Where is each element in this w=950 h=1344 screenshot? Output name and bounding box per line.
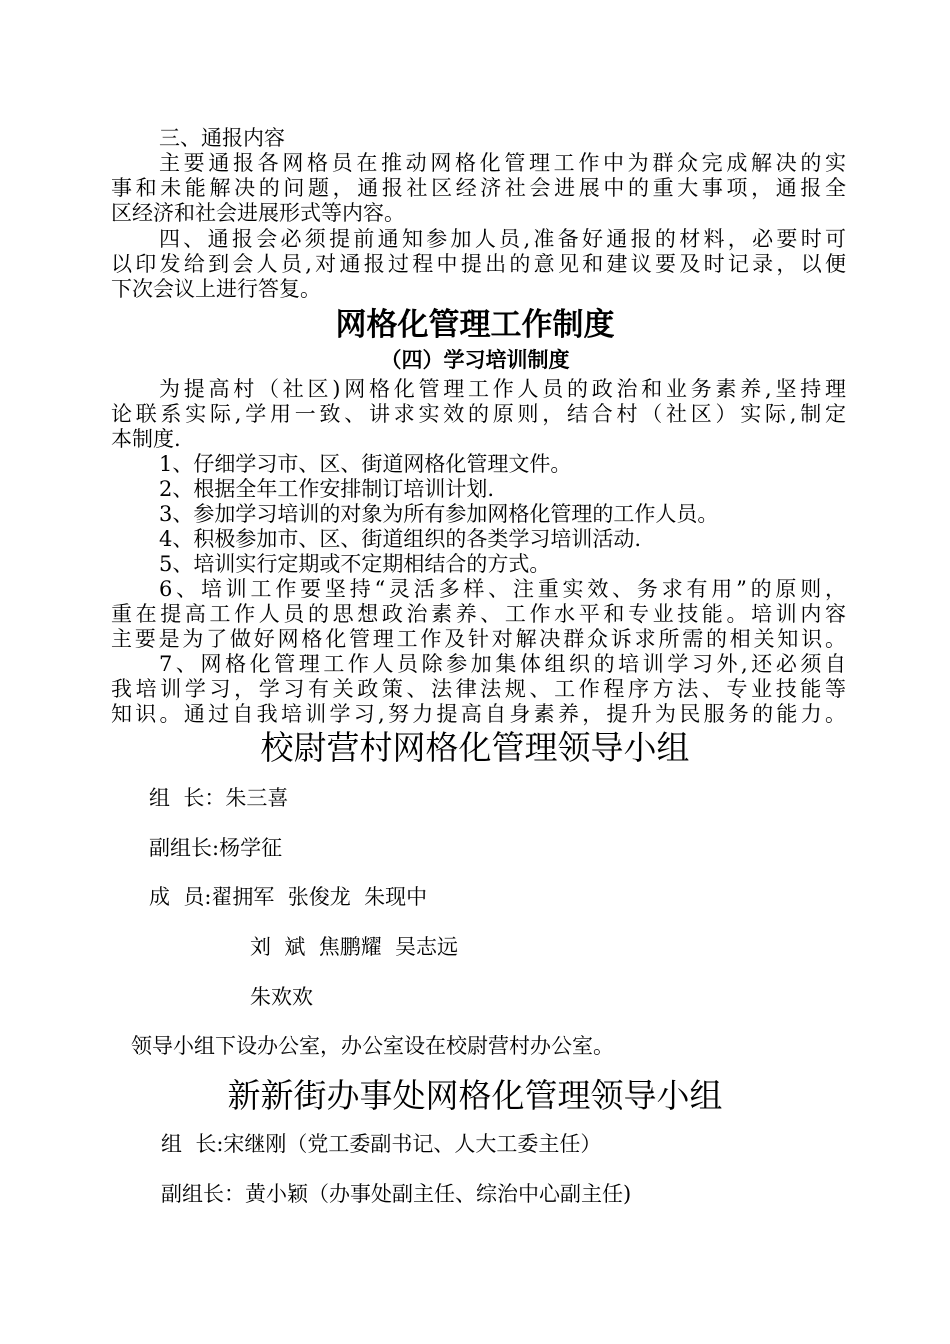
group-1-members-line-3: 朱欢欢: [250, 985, 313, 1009]
item-7-line-2: 我培训学习，学习有关政策、法律法规、工作程序方法、专业技能等: [111, 677, 846, 701]
section-four-line-3: 下次会议上进行答复。: [111, 277, 321, 301]
item-7-line-1: 7、网格化管理工作人员除参加集体组织的培训学习外,还必须自: [159, 652, 846, 676]
group-1-members-line-2: 刘 斌 焦鹏耀 吴志远: [250, 935, 459, 959]
section-three-heading: 三、通报内容: [159, 126, 285, 150]
item-6-line-2: 重在提高工作人员的思想政治素养、工作水平和专业技能。培训内容: [111, 602, 846, 626]
document-title: 网格化管理工作制度: [335, 307, 615, 343]
group-2-deputy: 副组长：黄小颖（办事处副主任、综治中心副主任): [161, 1182, 632, 1206]
section-four-line-1: 四、通报会必须提前通知参加人员,准备好通报的材料，必要时可: [159, 227, 846, 251]
group-1-title: 校尉营村网格化管理领导小组: [260, 728, 690, 767]
item-2: 2、根据全年工作安排制订培训计划.: [159, 477, 495, 501]
intro-line-1: 为提高村（社区)网格化管理工作人员的政治和业务素养,坚持理: [159, 377, 846, 401]
group-2-leader: 组 长:宋继刚（党工委副书记、人大工委主任）: [161, 1132, 602, 1156]
item-5: 5、培训实行定期或不定期相结合的方式。: [159, 552, 551, 576]
item-6-line-3: 主要是为了做好网格化管理工作及针对解决群众诉求所需的相关知识。: [111, 627, 846, 651]
item-1: 1、仔细学习市、区、街道网格化管理文件。: [159, 452, 572, 476]
group-1-members-line-1: 成 员:翟拥军 张俊龙 朱现中: [149, 885, 428, 909]
item-3: 3、参加学习培训的对象为所有参加网格化管理的工作人员。: [159, 502, 719, 526]
item-7-line-3: 知识。通过自我培训学习,努力提高自身素养，提升为民服务的能力。: [111, 702, 846, 726]
section-three-line-3: 区经济和社会进展形式等内容。: [111, 201, 405, 225]
section-four-line-2: 以印发给到会人员,对通报过程中提出的意见和建议要及时记录，以便: [111, 252, 846, 276]
group-1-office-note: 领导小组下设办公室，办公室设在校尉营村办公室。: [131, 1034, 614, 1058]
section-three-line-2: 事和未能解决的问题，通报社区经济社会进展中的重大事项，通报全: [111, 176, 846, 200]
document-subtitle: （四）学习培训制度: [380, 348, 570, 372]
intro-line-3: 本制度.: [111, 427, 181, 451]
group-1-deputy: 副组长:杨学征: [149, 836, 283, 860]
item-4: 4、积极参加市、区、街道组织的各类学习培训活动.: [159, 527, 642, 551]
group-1-leader: 组 长：朱三喜: [149, 786, 289, 810]
intro-line-2: 论联系实际,学用一致、讲求实效的原则，结合村（社区）实际,制定: [111, 402, 846, 426]
group-2-title: 新新街办事处网格化管理领导小组: [227, 1076, 723, 1115]
item-6-line-1: 6、培训工作要坚持“灵活多样、注重实效、务求有用”的原则，: [159, 577, 846, 601]
section-three-line-1: 主要通报各网格员在推动网格化管理工作中为群众完成解决的实: [159, 151, 846, 175]
